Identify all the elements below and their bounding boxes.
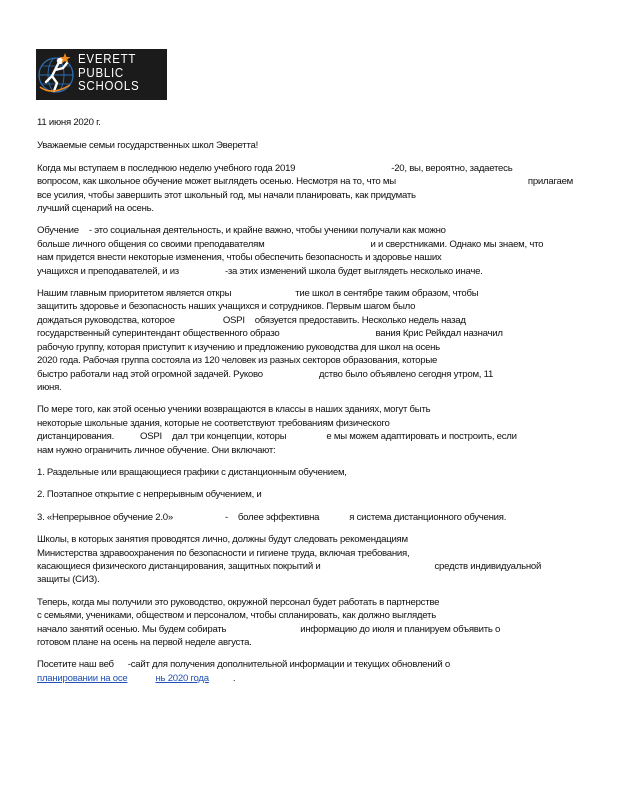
logo-wordmark xyxy=(78,53,139,94)
logo-line-2: PUBLIC xyxy=(78,65,124,80)
paragraph-6 xyxy=(37,596,582,650)
p3-text-g: государственный суперинтендант общественного образо xyxy=(37,328,280,340)
p3-text-m: июня. xyxy=(37,381,62,393)
paragraph-4 xyxy=(37,403,582,457)
p1-text-e: все усилия, чтобы завершить этот школьный год, мы начали планировать, как придумать xyxy=(37,189,416,201)
paragraph-1 xyxy=(37,162,582,216)
p5-text-a: Школы, в которых занятия проводятся лично, должны будут следовать рекомендациям xyxy=(37,534,408,546)
p4-text-b: некоторые школьные здания, которые не соответствуют требованиям физического xyxy=(37,417,390,429)
letter-greeting: Уважаемые семьи государственных школ Эверетта! xyxy=(37,140,258,152)
p1-text-d: прилагаем xyxy=(527,176,574,188)
p4-text-c: дистанцирования. xyxy=(37,431,115,443)
paragraph-2 xyxy=(37,224,582,278)
p5-text-d: средств индивидуальной xyxy=(434,560,542,572)
paragraph-3 xyxy=(37,287,582,394)
link-text-a: планировании на осе xyxy=(37,672,128,684)
p5-text-c: касающиеся физического дистанцирования, защитных покрытий и xyxy=(37,560,321,572)
p6-text-a: Теперь, когда мы получили это руководство, окружной персонал будет работать в партнерстве xyxy=(37,596,440,608)
p2-text-b: - это социальная деятельность, и крайне важно, чтобы ученики получали как можно xyxy=(88,225,446,237)
p3-text-b: тие школ в сентябре таким образом, чтобы xyxy=(295,288,479,300)
p3-text-k: быстро работали над этой огромной задачей. Руково xyxy=(37,368,263,380)
p2-text-f: учащихся и преподавателей, и из xyxy=(37,265,179,277)
p3-text-c: защитить здоровье и безопасность наших учащихся и сотрудников. Первым шагом было xyxy=(37,301,416,313)
p3-text-l: дство было объявлено сегодня утром, 11 xyxy=(318,368,494,380)
list-item-1: 1. Раздельные или вращающиеся графики с дистанционным обучением, xyxy=(37,466,347,478)
p6-text-d: информацию до июля и планируем объявить о xyxy=(300,623,501,635)
link-text-b: нь 2020 года xyxy=(155,672,209,684)
p4-text-g: нам нужно ограничить личное обучение. Они включают: xyxy=(37,444,276,456)
p5-text-e: защиты (СИЗ). xyxy=(37,574,100,586)
p3-text-f: обязуется предоставить. Несколько недель назад xyxy=(254,314,466,326)
p3-text-h: вания Крис Рейкдал назначил xyxy=(375,328,503,340)
letter-body xyxy=(37,116,582,694)
p3-text-d: дождаться руководства, которое xyxy=(37,314,175,326)
p3-text-i: рабочую группу, которая приступит к изучению и предложению руководства для школ на осень xyxy=(37,341,440,353)
item3-text-d: я система дистанционного обучения. xyxy=(349,511,507,523)
p5-text-b: Министерства здравоохранения по безопасности и гигиене труда, включая требования, xyxy=(37,547,410,559)
p6-text-c: начало занятий осенью. Мы будем собирать xyxy=(37,623,227,635)
p6-text-b: с семьями, учениками, обществом и персоналом, чтобы спланировать, как должно выглядеть xyxy=(37,610,436,622)
p7-text-end: . xyxy=(232,672,236,684)
p3-text-a: Нашим главным приоритетом является откры xyxy=(37,288,232,300)
list-item-3 xyxy=(37,511,582,524)
p4-text-d: OSPI xyxy=(140,431,162,443)
p7-text-a: Посетите наш веб xyxy=(37,659,114,671)
fall-planning-link[interactable] xyxy=(37,673,209,684)
p2-text-e: нам придется внести некоторые изменения, чтобы обеспечить безопасность и здоровье наших xyxy=(37,252,442,264)
letter-date: 11 июня 2020 г. xyxy=(37,117,101,128)
item3-text-a: 3. «Непрерывное обучение 2.0» xyxy=(37,511,173,523)
paragraph-7 xyxy=(37,658,582,685)
p4-text-a: По мере того, как этой осенью ученики возвращаются в классы в наших зданиях, могут быть xyxy=(37,404,431,416)
p1-text-b: -20, вы, вероятно, задаетесь xyxy=(391,162,513,174)
p2-text-a: Обучение xyxy=(37,225,79,237)
logo-line-3: SCHOOLS xyxy=(78,79,140,93)
p2-text-d: и и сверстниками. Однако мы знаем, что xyxy=(370,238,544,250)
p4-text-e: дал три концепции, которы xyxy=(171,431,287,443)
p6-text-e: готовом плане на осень на первой неделе августа. xyxy=(37,637,252,648)
p3-text-e: OSPI xyxy=(222,314,245,326)
p1-text-a: Когда мы вступаем в последнюю неделю учебного года 2019 xyxy=(37,162,296,174)
paragraph-5 xyxy=(37,533,582,587)
p3-text-j: 2020 года. Рабочая группа состояла из 120 человек из разных секторов образования, которые xyxy=(37,355,438,367)
logo-line-1: EVERETT xyxy=(78,52,137,66)
p2-text-g: -за этих изменений школа будет выглядеть несколько иначе. xyxy=(224,265,483,277)
p4-text-f: е мы можем адаптировать и построить, если xyxy=(326,431,517,443)
item3-text-c: более эффективна xyxy=(237,511,320,523)
district-logo xyxy=(36,49,167,100)
item3-text-b: - xyxy=(224,511,228,523)
p7-text-b: -сайт для получения дополнительной информации и текущих обновлений о xyxy=(127,659,451,671)
p1-text-c: вопросом, как школьное обучение может выглядеть осенью. Несмотря на то, что мы xyxy=(37,176,396,188)
p1-text-f: лучший сценарий на осень. xyxy=(37,203,154,215)
p2-text-c: больше личного общения со своими преподавателям xyxy=(37,238,265,250)
list-item-2: 2. Поэтапное открытие с непрерывным обучением, и xyxy=(37,489,262,501)
